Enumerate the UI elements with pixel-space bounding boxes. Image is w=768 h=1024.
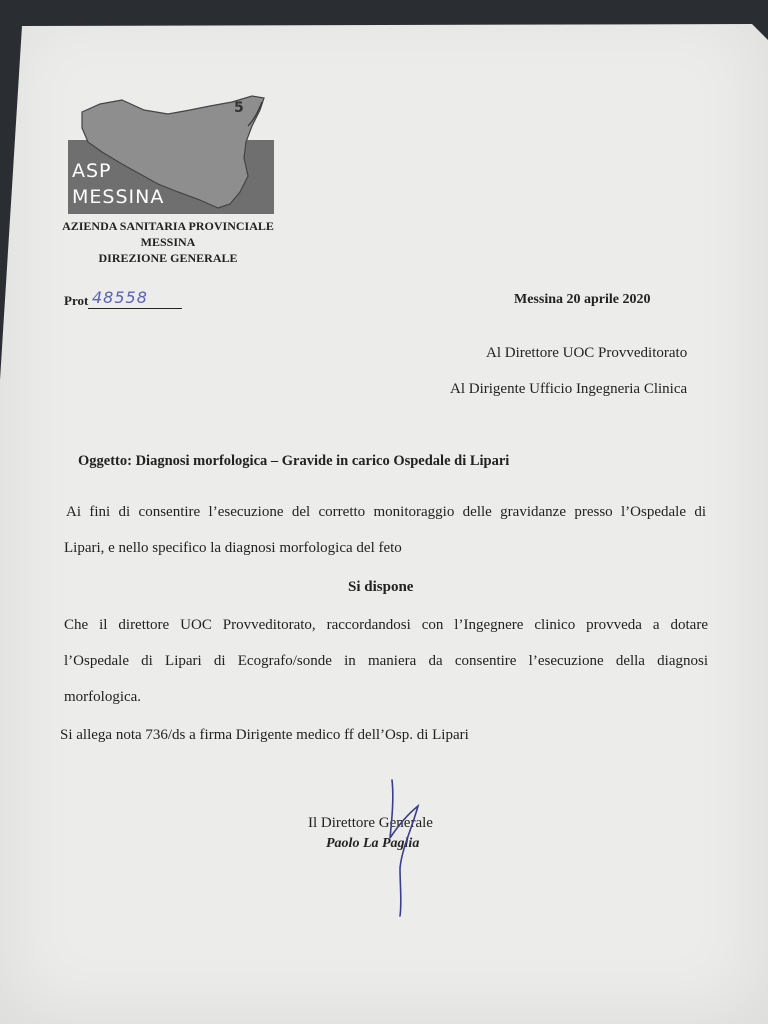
document-date: Messina 20 aprile 2020 [514,292,651,307]
recipient-1: Al Direttore UOC Provveditorato [486,345,688,361]
protocol-number: 48558 [92,288,148,307]
paragraph-2-line-2: l’Ospedale di Lipari di Ecografo/sonde in maniera da consentire l’esecuzione della diagnosi [64,653,708,669]
handwritten-signature [378,778,438,918]
organization-header [56,218,280,266]
attachment-note: Si allega nota 736/ds a firma Dirigente medico ff dell’Osp. di Lipari [60,727,469,743]
paragraph-2-line-3: morfologica. [64,689,142,705]
logo-text-asp: ASP [72,160,112,182]
subject-line: Oggetto: Diagnosi morfologica – Gravide in carico Ospedale di Lipari [78,453,510,469]
paragraph-2-line-1: Che il direttore UOC Provveditorato, raccordandosi con l’Ingegnere clinico provveda a dotare [64,617,708,633]
signatory-name: Paolo La Paglia [326,836,420,851]
org-line-1: AZIENDA SANITARIA PROVINCIALE [62,219,274,233]
dispose-heading: Si dispone [348,579,414,595]
logo-badge: 5 [234,100,244,116]
org-line-3: DIREZIONE GENERALE [98,251,238,265]
org-line-2: MESSINA [140,235,196,249]
protocol-underline [88,308,182,309]
protocol-label: Prot [64,293,89,308]
paragraph-1-line-1: Ai fini di consentire l’esecuzione del corretto monitoraggio delle gravidanze presso l’Ospedale di [66,504,706,520]
paragraph-1-line-2: Lipari, e nello specifico la diagnosi morfologica del feto [64,540,402,556]
signatory-title: Il Direttore Generale [308,815,433,831]
logo-text-messina: MESSINA [72,186,165,208]
recipient-2: Al Dirigente Ufficio Ingegneria Clinica [450,381,688,397]
